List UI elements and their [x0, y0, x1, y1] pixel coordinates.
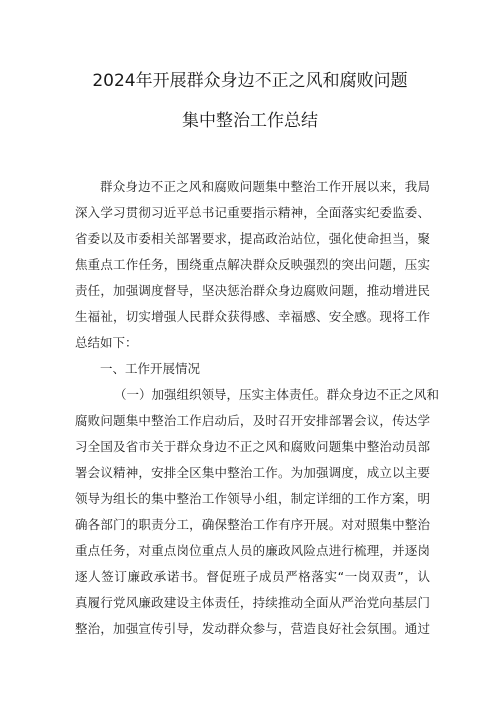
document-title-line-1: 2024年开展群众身边不正之风和腐败问题 [92, 71, 408, 91]
subsection-paragraph-line: 习全国及省市关于群众身边不正之风和腐败问题集中整治动员部 [75, 439, 430, 454]
intro-paragraph-line: 责任，加强调度督导，坚决惩治群众身边腐败问题，推动增进民 [75, 283, 430, 298]
intro-paragraph-line: 生福祉，切实增强人民群众获得感、幸福感、安全感。现将工作 [75, 309, 430, 324]
subsection-paragraph-line: 腐败问题集中整治工作启动后，及时召开安排部署会议，传达学 [75, 413, 430, 428]
subsection-paragraph-line: （一）加强组织领导，压实主体责任。群众身边不正之风和 [114, 387, 440, 402]
subsection-paragraph-line: 整治，加强宣传引导，发动群众参与，营造良好社会氛围。通过 [75, 621, 430, 636]
intro-paragraph-line: 深入学习贯彻习近平总书记重要指示精神，全面落实纪委监委、 [75, 205, 430, 220]
document-title-line-2: 集中整治工作总结 [182, 111, 318, 131]
subsection-paragraph-line: 领导为组长的集中整治工作领导小组，制定详细的工作方案，明 [75, 491, 430, 506]
subsection-paragraph-line: 署会议精神，安排全区集中整治工作。为加强调度，成立以主要 [75, 465, 430, 480]
subsection-paragraph-line: 逐人签订廉政承诺书。督促班子成员严格落实“一岗双责”，认 [75, 569, 430, 584]
section-heading: 一、工作开展情况 [100, 361, 201, 376]
subsection-paragraph-line: 真履行党风廉政建设主体责任，持续推动全面从严治党向基层门 [75, 595, 430, 610]
subsection-paragraph-line: 确各部门的职责分工，确保整治工作有序开展。对对照集中整治 [75, 517, 430, 532]
intro-paragraph-line: 总结如下： [75, 335, 138, 350]
intro-paragraph-line: 省委以及市委相关部署要求，提高政治站位，强化使命担当，聚 [75, 231, 430, 246]
intro-paragraph-line: 群众身边不正之风和腐败问题集中整治工作开展以来，我局 [100, 179, 430, 194]
subsection-paragraph-line: 重点任务，对重点岗位重点人员的廉政风险点进行梳理，并逐岗 [75, 543, 430, 558]
intro-paragraph-line: 焦重点工作任务，围绕重点解决群众反映强烈的突出问题，压实 [75, 257, 430, 272]
